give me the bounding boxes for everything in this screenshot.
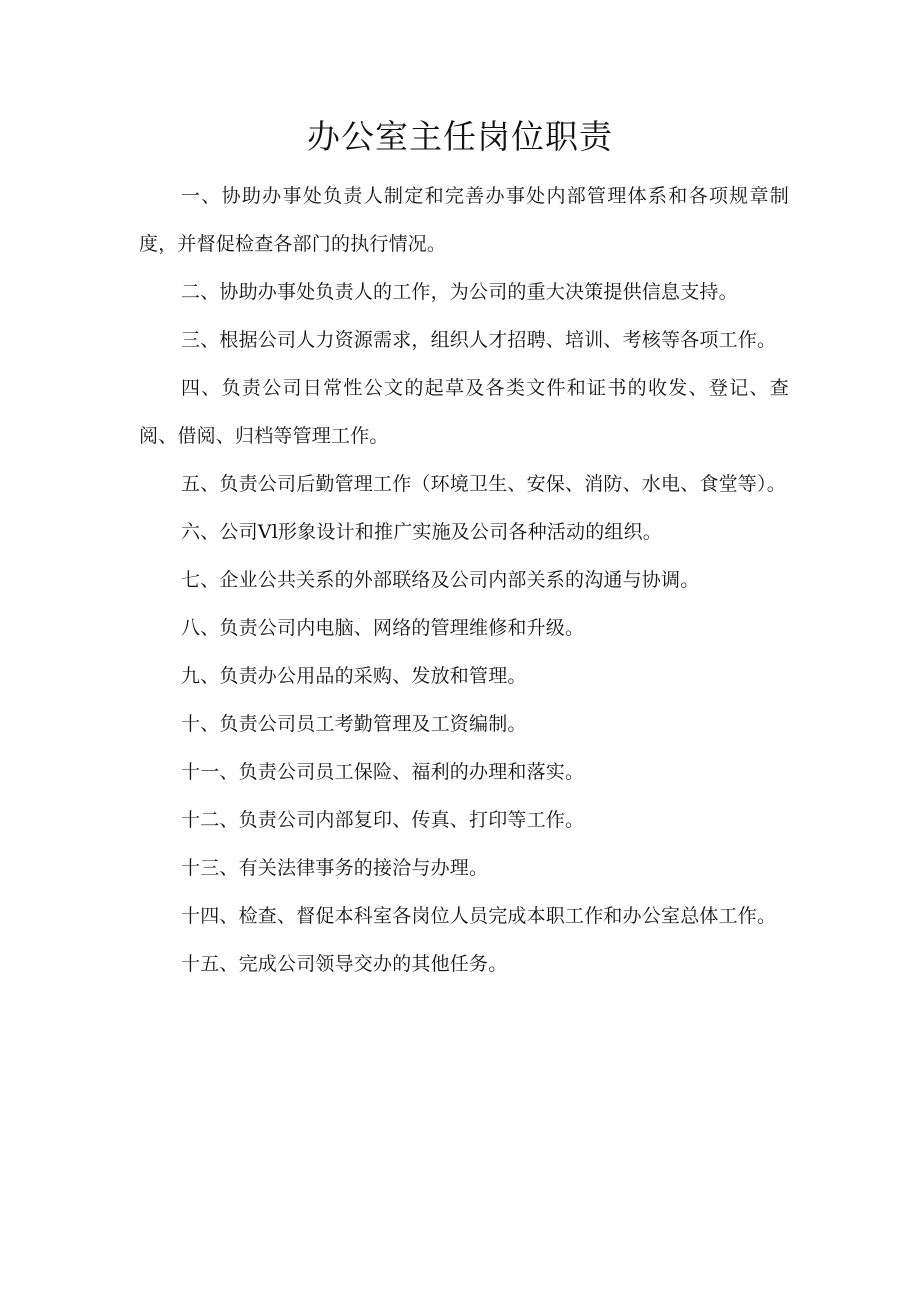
duty-item-2: 二、协助办事处负责人的工作，为公司的重大决策提供信息支持。	[181, 281, 738, 303]
duty-item-6: 六、公司Vl形象设计和推广实施及公司各种活动的组织。	[181, 521, 662, 543]
duty-item-14: 十四、检查、督促本科室各岗位人员完成本职工作和办公室总体工作。	[181, 905, 777, 927]
duty-item-7: 七、企业公共关系的外部联络及公司内部关系的沟通与协调。	[181, 569, 700, 591]
duty-item-5: 五、负责公司后勤管理工作（环境卫生、安保、消防、水电、食堂等）。	[181, 473, 786, 495]
duty-item-12: 十二、负责公司内部复印、传真、打印等工作。	[181, 809, 585, 831]
duty-item-13: 十三、有关法律事务的接洽与办理。	[181, 857, 489, 879]
duty-item-10: 十、负责公司员工考勤管理及工资编制。	[181, 713, 527, 735]
duty-item-15: 十五、完成公司领导交办的其他任务。	[181, 953, 508, 975]
duty-list	[139, 172, 789, 988]
duty-item-3: 三、根据公司人力资源需求，组织人才招聘、培训、考核等各项工作。	[181, 329, 777, 351]
duty-item-4: 四、负责公司日常性公文的起草及各类文件和证书的收发、登记、查阅、借阅、归档等管理工作。	[139, 377, 789, 447]
document-title: 办公室主任岗位职责	[307, 117, 613, 156]
duty-item-8: 八、负责公司内电脑、网络的管理维修和升级。	[181, 617, 585, 639]
duty-item-9: 九、负责办公用品的采购、发放和管理。	[181, 665, 527, 687]
duty-item-1: 一、协助办事处负责人制定和完善办事处内部管理体系和各项规章制度，并督促检查各部门的执行情况。	[139, 185, 789, 255]
duty-item-11: 十一、负责公司员工保险、福利的办理和落实。	[181, 761, 585, 783]
